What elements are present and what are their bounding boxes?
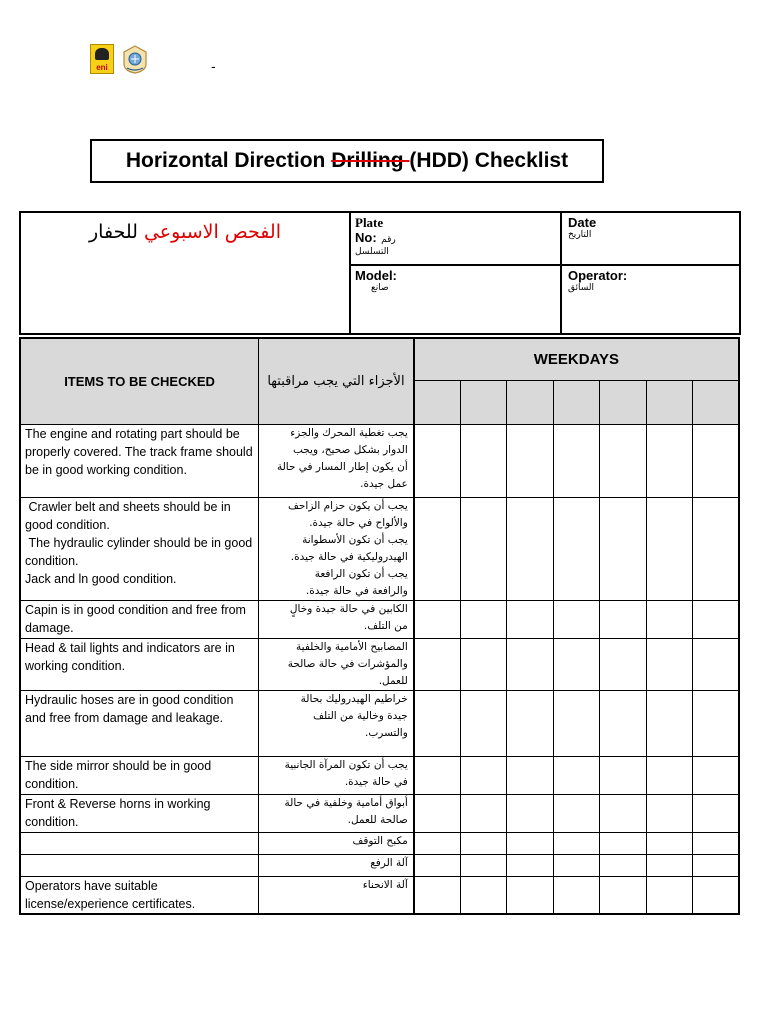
check-cell[interactable] [693, 497, 739, 600]
item-description-arabic-line: مكبح التوقف [352, 834, 408, 847]
check-cell[interactable] [414, 876, 460, 914]
check-cell[interactable] [693, 600, 739, 638]
check-cell[interactable] [507, 600, 553, 638]
check-cell[interactable] [646, 794, 692, 832]
title-part2: (HDD) Checklist [409, 149, 569, 172]
check-cell[interactable] [460, 690, 506, 756]
check-cell[interactable] [693, 832, 739, 854]
item-description-arabic-line: للعمل. [378, 674, 408, 687]
item-description-arabic-line: جيدة وخالية من التلف [313, 709, 408, 722]
operator-cell[interactable] [561, 265, 740, 334]
item-description-arabic [259, 854, 414, 876]
item-description-arabic-line: الكابين في حالة جيدة وخالٍ [289, 602, 408, 615]
item-description [20, 794, 259, 832]
model-arabic: صانع [371, 283, 389, 293]
item-description-arabic-line: آلة الانحناء [362, 878, 408, 891]
check-cell[interactable] [414, 497, 460, 600]
check-cell[interactable] [600, 497, 646, 600]
check-cell[interactable] [600, 876, 646, 914]
info-table [19, 211, 741, 335]
check-cell[interactable] [414, 832, 460, 854]
no-arabic: رقم [381, 235, 396, 245]
check-cell[interactable] [507, 832, 553, 854]
check-cell[interactable] [600, 756, 646, 794]
item-description-arabic [259, 497, 414, 600]
check-cell[interactable] [600, 854, 646, 876]
check-cell[interactable] [460, 497, 506, 600]
weekday-column-header [507, 380, 553, 424]
item-description [20, 424, 259, 497]
check-cell[interactable] [460, 424, 506, 497]
item-description-line: The side mirror should be in good condition. [25, 758, 215, 791]
check-cell[interactable] [460, 600, 506, 638]
item-description-arabic-line: خراطيم الهيدروليك بحالة [300, 692, 408, 705]
arabic-title-cell [20, 212, 350, 334]
check-cell[interactable] [646, 854, 692, 876]
check-cell[interactable] [693, 638, 739, 690]
item-description-arabic-line: آلة الرفع [370, 856, 408, 869]
item-description-arabic-line: الهيدروليكية في حالة جيدة. [290, 550, 408, 563]
check-cell[interactable] [553, 876, 599, 914]
item-description-line: The engine and rotating part should be properly covered. The track frame should be in good working condition. [25, 426, 257, 477]
item-description-arabic [259, 690, 414, 756]
item-description-arabic-line: عمل جيدة. [360, 477, 408, 490]
model-cell[interactable] [350, 265, 561, 334]
checklist-row [20, 854, 739, 876]
check-cell[interactable] [646, 424, 692, 497]
check-cell[interactable] [553, 497, 599, 600]
check-cell[interactable] [460, 638, 506, 690]
check-cell[interactable] [553, 832, 599, 854]
item-description-line: Operators have suitable license/experience certificates. [25, 878, 196, 911]
check-cell[interactable] [600, 424, 646, 497]
check-cell[interactable] [693, 424, 739, 497]
arabic-title [21, 213, 349, 243]
date-cell[interactable] [561, 212, 740, 265]
plate-label: Plate [355, 215, 384, 230]
item-description [20, 600, 259, 638]
no-label: No: [355, 230, 377, 245]
check-cell[interactable] [600, 600, 646, 638]
check-cell[interactable] [414, 794, 460, 832]
item-description-arabic-line: أبواق أمامية وخلفية في حالة [284, 796, 408, 809]
checklist-row [20, 794, 739, 832]
check-cell[interactable] [460, 876, 506, 914]
checklist-row [20, 690, 739, 756]
item-description-arabic [259, 756, 414, 794]
item-description-arabic-line: يجب أن تكون الرافعة [314, 567, 408, 580]
check-cell[interactable] [553, 690, 599, 756]
check-cell[interactable] [507, 497, 553, 600]
date-label: Date [568, 215, 597, 230]
check-cell[interactable] [646, 600, 692, 638]
item-description-arabic-line: يجب أن تكون الأسطوانة [302, 533, 408, 546]
checklist-row [20, 876, 739, 914]
item-description-arabic-line: والألواح في حالة جيدة. [309, 516, 408, 529]
check-cell[interactable] [507, 690, 553, 756]
weekday-column-header [600, 380, 646, 424]
check-cell[interactable] [600, 638, 646, 690]
check-cell[interactable] [646, 497, 692, 600]
check-cell[interactable] [414, 424, 460, 497]
item-description-arabic-line: يجب تغطية المحرك والجزء [290, 426, 408, 439]
item-description-arabic-line: صالحة للعمل. [347, 813, 408, 826]
item-description-line: Capin is in good condition and free from damage. [25, 602, 250, 635]
check-cell[interactable] [460, 756, 506, 794]
model-label: Model: [355, 268, 397, 283]
serial-arabic: التسلسل [355, 247, 389, 257]
check-cell[interactable] [646, 690, 692, 756]
check-cell[interactable] [646, 756, 692, 794]
check-cell[interactable] [600, 832, 646, 854]
check-cell[interactable] [414, 756, 460, 794]
check-cell[interactable] [460, 794, 506, 832]
check-cell[interactable] [553, 794, 599, 832]
arabic-items-header: الأجزاء التي يجب مراقبتها [259, 338, 414, 424]
check-cell[interactable] [460, 854, 506, 876]
item-description-arabic [259, 600, 414, 638]
check-cell[interactable] [646, 832, 692, 854]
items-to-check-header: ITEMS TO BE CHECKED [20, 338, 259, 424]
item-description-arabic [259, 424, 414, 497]
item-description-arabic-line: في حالة جيدة. [344, 775, 408, 788]
check-cell[interactable] [507, 756, 553, 794]
item-description-arabic-line: يجب أن تكون المرآة الجانبية [284, 758, 408, 771]
check-cell[interactable] [553, 600, 599, 638]
title-struck-word: Drilling [331, 149, 410, 172]
check-cell[interactable] [507, 876, 553, 914]
check-cell[interactable] [507, 638, 553, 690]
item-description-arabic-line: والمؤشرات في حالة صالحة [287, 657, 408, 670]
check-cell[interactable] [693, 854, 739, 876]
item-description-arabic-line: الدوار بشكل صحيح، ويجب [292, 443, 408, 456]
weekdays-header: WEEKDAYS [414, 338, 739, 380]
title-part1: Horizontal Direction [125, 149, 332, 172]
item-description-arabic [259, 832, 414, 854]
eni-logo [90, 44, 114, 74]
operator-arabic: السائق [568, 283, 595, 293]
six-legged-dog-icon [95, 48, 109, 60]
item-description-line: Crawler belt and sheets should be in good condition. [25, 499, 235, 532]
checklist-row [20, 600, 739, 638]
item-description [20, 638, 259, 690]
weekday-column-header [414, 380, 460, 424]
item-description-line: The hydraulic cylinder should be in good condition. [25, 535, 256, 568]
check-cell[interactable] [693, 794, 739, 832]
operator-label: Operator: [568, 268, 628, 283]
item-description-line: Jack and ln good condition. [25, 571, 177, 586]
check-cell[interactable] [693, 756, 739, 794]
checklist-row [20, 497, 739, 600]
arabic-title-red: الفحص الاسبوعي [143, 221, 281, 243]
item-description-arabic-line: والرافعة في حالة جيدة. [305, 584, 408, 597]
item-description-line: Front & Reverse horns in working condition. [25, 796, 214, 829]
check-cell[interactable] [693, 690, 739, 756]
checklist-row [20, 832, 739, 854]
check-cell[interactable] [553, 424, 599, 497]
check-cell[interactable] [553, 854, 599, 876]
company-seal-icon [122, 44, 148, 74]
arabic-title-black: للحفار [89, 221, 144, 243]
item-description [20, 690, 259, 756]
document-title-box [90, 139, 604, 183]
item-description-line: Hydraulic hoses are in good condition and free from damage and leakage. [25, 692, 237, 725]
check-cell[interactable] [507, 854, 553, 876]
check-cell[interactable] [553, 638, 599, 690]
item-description [20, 876, 259, 914]
check-cell[interactable] [414, 638, 460, 690]
header-dash: - [211, 58, 216, 74]
check-cell[interactable] [414, 690, 460, 756]
checklist-row [20, 638, 739, 690]
check-cell[interactable] [460, 832, 506, 854]
check-cell[interactable] [600, 794, 646, 832]
check-cell[interactable] [646, 876, 692, 914]
weekday-column-header [460, 380, 506, 424]
item-description-arabic [259, 876, 414, 914]
checklist-row [20, 756, 739, 794]
check-cell[interactable] [553, 756, 599, 794]
weekday-column-header [693, 380, 739, 424]
plate-no-cell[interactable] [350, 212, 561, 265]
item-description-arabic-line: من التلف. [363, 619, 408, 632]
weekday-column-header [646, 380, 692, 424]
item-description-arabic-line: والتسرب. [365, 726, 408, 739]
item-description-arabic [259, 794, 414, 832]
check-cell[interactable] [414, 600, 460, 638]
check-cell[interactable] [507, 794, 553, 832]
item-description-arabic-line: المصابيح الأمامية والخلفية [296, 640, 408, 653]
check-cell[interactable] [693, 876, 739, 914]
item-description [20, 756, 259, 794]
date-arabic: التاريخ [568, 230, 592, 240]
item-description-line: Head & tail lights and indicators are in working condition. [25, 640, 239, 673]
check-cell[interactable] [646, 638, 692, 690]
item-description-arabic-line: يجب أن يكون حزام الزاحف [288, 499, 408, 512]
item-description-arabic-line: أن يكون إطار المسار في حالة [276, 460, 408, 473]
eni-logo-text: eni [96, 63, 108, 72]
weekday-column-header [553, 380, 599, 424]
item-description [20, 832, 259, 854]
item-description-arabic [259, 638, 414, 690]
check-cell[interactable] [414, 854, 460, 876]
check-cell[interactable] [600, 690, 646, 756]
checklist-table [19, 337, 740, 915]
item-description [20, 854, 259, 876]
check-cell[interactable] [507, 424, 553, 497]
checklist-row [20, 424, 739, 497]
title-text [126, 149, 568, 173]
item-description [20, 497, 259, 600]
